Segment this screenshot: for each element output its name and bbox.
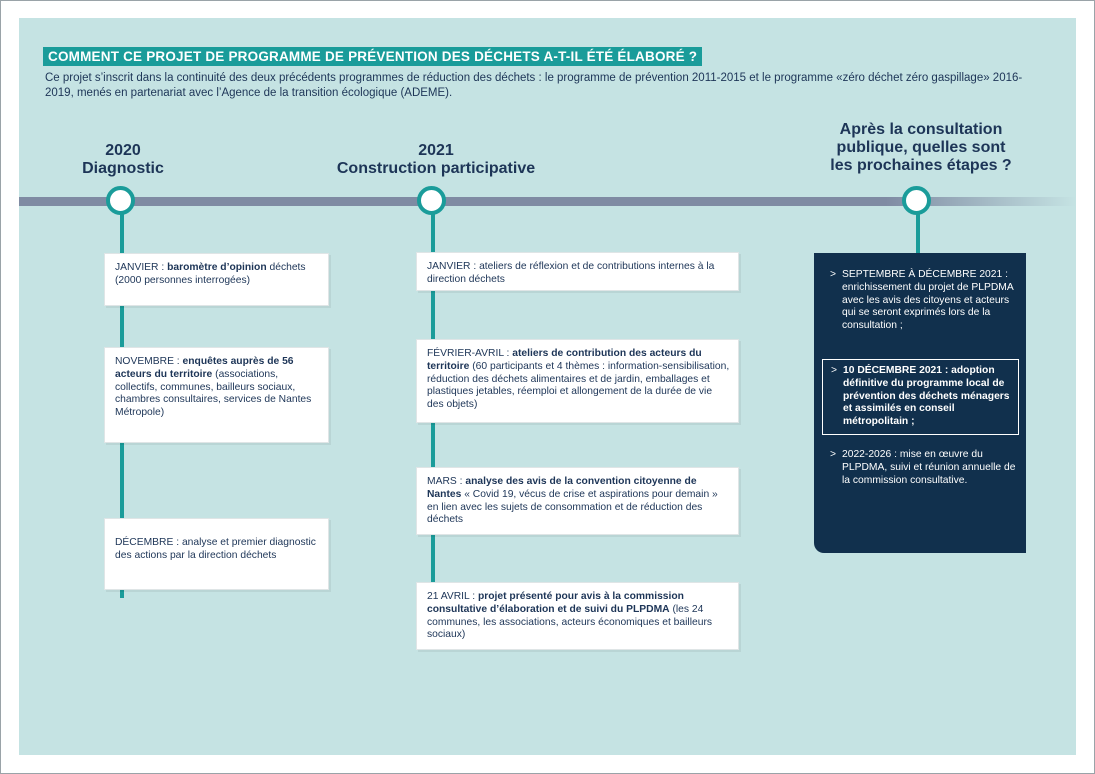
phase-2020-name: Diagnostic bbox=[82, 160, 164, 177]
card-2020-decembre: DÉCEMBRE : analyse et premier diagnostic des actions par la direction déchets bbox=[104, 518, 329, 590]
timeline-node-2021 bbox=[417, 186, 446, 215]
phase-2021-label bbox=[306, 142, 566, 178]
next-step-item: > 2022-2026 : mise en œuvre du PLPDMA, suivi et réunion annuelle de la commission consultative. bbox=[830, 449, 1016, 486]
phase-2021-name: Construction participative bbox=[336, 160, 536, 177]
card-2020-novembre: NOVEMBRE : enquêtes auprès de 56 acteurs du territoire (associations, collectifs, communes, bailleurs sociaux, chambres consultaires, services de Nantes Métropole) bbox=[104, 347, 329, 443]
phase-2020-label bbox=[58, 142, 188, 178]
next-steps-box bbox=[814, 253, 1026, 553]
card-2021-21-avril: 21 AVRIL : projet présenté pour avis à la commission consultative d’élaboration et de suivi du PLPDMA (les 24 communes, les associations, acteurs économiques et bailleurs sociaux) bbox=[416, 582, 739, 650]
page-title: COMMENT CE PROJET DE PROGRAMME DE PRÉVENTION DES DÉCHETS A-T-IL ÉTÉ ÉLABORÉ ? bbox=[43, 47, 702, 66]
next-step-item-highlighted: > 10 DÉCEMBRE 2021 : adoption définitive du programme local de prévention des déchets ménagers et assimilés en conseil métropolitain ; bbox=[822, 359, 1019, 435]
next-step-item: > SEPTEMBRE À DÉCEMBRE 2021 : enrichissement du projet de PLPDMA avec les avis des citoyens et acteurs qui se seront exprimés lors de la consultation ; bbox=[830, 269, 1014, 332]
timeline-node-next bbox=[902, 186, 931, 215]
card-2021-janvier: JANVIER : ateliers de réflexion et de contributions internes à la direction déchets bbox=[416, 252, 739, 291]
next-steps-heading: Après la consultation publique, quelles sont les prochaines étapes ? bbox=[830, 121, 1012, 174]
card-2021-fevrier-avril: FÉVRIER-AVRIL : ateliers de contribution des acteurs du territoire (60 participants et 4 thèmes : information-sensibilisation, réduction des déchets alimentaires et de jardin, emballages et plastiques jetables, réemploi et allongement de la durée de vie des objets) bbox=[416, 339, 739, 423]
card-2021-mars: MARS : analyse des avis de la convention citoyenne de Nantes « Covid 19, vécus de crise et aspirations pour demain » en lien avec les sujets de consommation et de réduction des déchets bbox=[416, 467, 739, 535]
arrow-marker-icon: > bbox=[831, 365, 838, 376]
arrow-marker-icon: > bbox=[830, 269, 837, 280]
arrow-marker-icon: > bbox=[830, 449, 837, 460]
intro-text: Ce projet s’inscrit dans la continuité des deux précédents programmes de réduction des déchets : le programme de prévention 2011-2015 et le programme «zéro déchet zéro gaspillage» 2016-2019, menés en partenariat avec l’Agence de la transition écologique (ADEME). bbox=[45, 72, 1023, 99]
phase-2020-year: 2020 bbox=[105, 142, 141, 159]
card-2020-janvier: JANVIER : baromètre d’opinion déchets (2000 personnes interrogées) bbox=[104, 253, 329, 306]
phase-2021-year: 2021 bbox=[418, 142, 454, 159]
timeline-node-2020 bbox=[106, 186, 135, 215]
connector-next bbox=[916, 210, 920, 254]
